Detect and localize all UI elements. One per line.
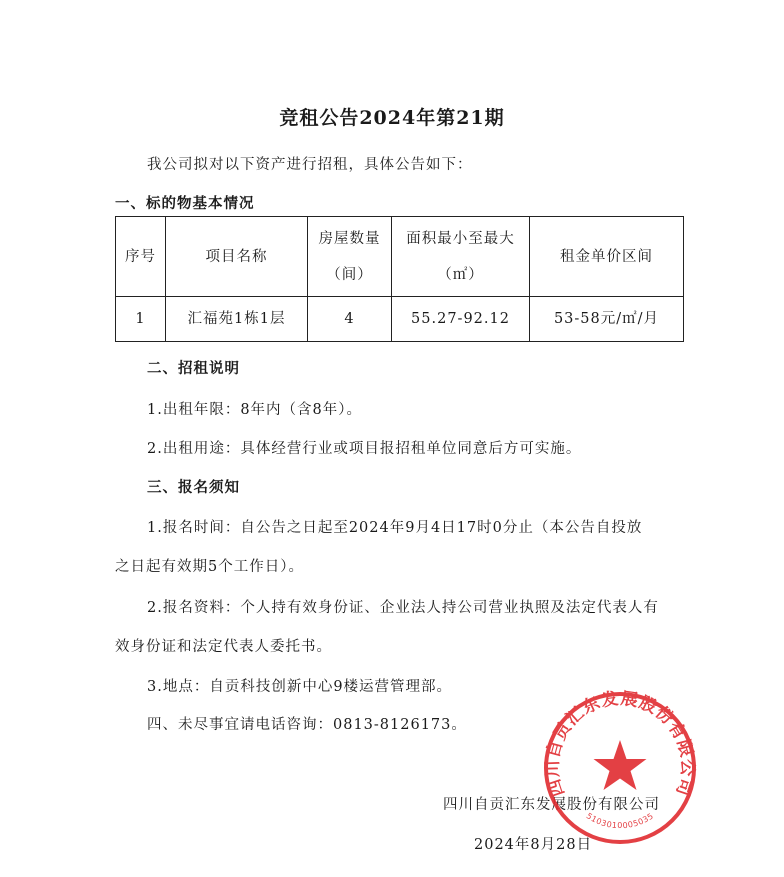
table-header-row [116, 217, 684, 297]
section-1-heading: 一、标的物基本情况 [115, 195, 255, 212]
cell-count: 4 [308, 297, 392, 342]
svg-text:四川自贡汇东发展股份有限公司: 四川自贡汇东发展股份有限公司 [542, 688, 698, 799]
header-count [308, 217, 392, 297]
cell-area: 55.27-92.12 [392, 297, 530, 342]
section-3-item-3: 3.地点：自贡科技创新中心9楼运营管理部。 [147, 679, 453, 695]
section-2-item-2: 2.出租用途：具体经营行业或项目报招租单位同意后方可实施。 [147, 441, 582, 457]
company-seal [540, 688, 700, 848]
section-3-item-2-line-2: 效身份证和法定代表人委托书。 [115, 639, 332, 655]
section-3-heading: 三、报名须知 [147, 479, 240, 496]
header-price: 租金单价区间 [530, 217, 684, 297]
header-area-line2: （㎡） [437, 266, 484, 283]
asset-table [115, 216, 684, 342]
svg-text:5103010005035: 5103010005035 [584, 811, 656, 831]
section-2-item-1: 1.出租年限：8年内（含8年）。 [147, 402, 363, 418]
section-3-item-2-line-1: 2.报名资料：个人持有效身份证、企业法人持公司营业执照及法定代表人有 [147, 600, 659, 616]
header-name: 项目名称 [166, 217, 308, 297]
cell-name: 汇福苑1栋1层 [166, 297, 308, 342]
page-title: 竞租公告2024年第21期 [279, 107, 505, 129]
signature-date: 2024年8月28日 [474, 837, 593, 853]
section-4-contact: 四、未尽事宜请电话咨询：0813-8126173。 [147, 717, 467, 733]
header-area [392, 217, 530, 297]
header-count-line1: 房屋数量 [318, 230, 381, 247]
cell-seq: 1 [116, 297, 166, 342]
section-3-item-1-line-1: 1.报名时间：自公告之日起至2024年9月4日17时0分止（本公告自投放 [147, 520, 643, 536]
header-seq: 序号 [116, 217, 166, 297]
header-area-line1: 面积最小至最大 [406, 230, 515, 247]
section-3-item-1-line-2: 之日起有效期5个工作日）。 [115, 559, 304, 575]
section-2-heading: 二、招租说明 [147, 360, 240, 377]
header-count-line2: （间） [326, 266, 373, 283]
cell-price: 53-58元/㎡/月 [530, 297, 684, 342]
table-row [116, 297, 684, 342]
intro-text: 我公司拟对以下资产进行招租，具体公告如下： [147, 157, 473, 173]
signature-company: 四川自贡汇东发展股份有限公司 [443, 797, 660, 813]
